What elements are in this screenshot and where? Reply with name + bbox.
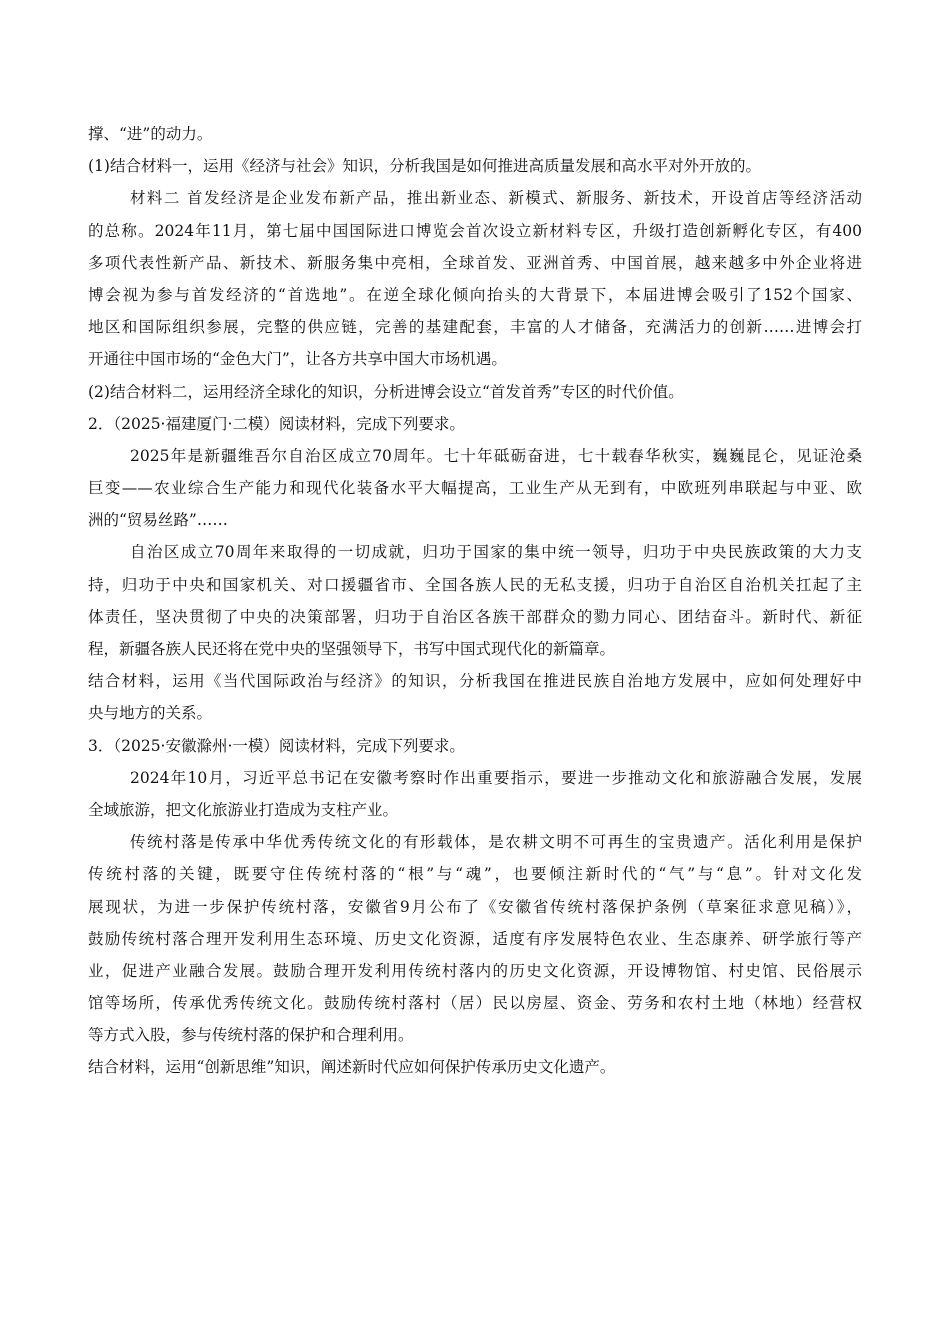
text-line: 结合材料，运用“创新思维”知识，阐述新时代应如何保护传承历史文化遗产。 [88,1058,616,1077]
text-line: 展现状，为进一步保护传统村落，安徽省9月公布了《安徽省传统村落保护条例（草案征求意见稿）》， [88,897,862,916]
text-line: 洲的“贸易丝路”…… [88,511,228,530]
text-line: 巨变——农业综合生产能力和现代化装备水平大幅提高，工业生产从无到有，中欧班列串联起与中亚、欧 [88,479,862,498]
text-line: 3．（2025·安徽滁州·一模）阅读材料，完成下列要求。 [88,736,465,755]
text-line: 2024年10月，习近平总书记在安徽考察时作出重要指示，要进一步推动文化和旅游融合发展，发展 [130,768,862,787]
text-line: 撑、“进”的动力。 [88,125,213,143]
text-line: 多项代表性新产品、新技术、新服务集中亮相，全球首发、亚洲首秀、中国首展，越来越多中外企业将进 [88,253,862,272]
text-line: 地区和国际组织参展，完整的供应链，完善的基建配套，丰富的人才储备，充满活力的创新……进博会打 [88,318,862,337]
text-line: 程，新疆各族人民还将在党中央的坚强领导下，书写中国式现代化的新篇章。 [88,640,616,658]
text-line: 传统村落的关键，既要守住传统村落的“根”与“魂”，也要倾注新时代的“气”与“息”。针对文化发 [88,865,862,884]
text-line: 业，促进产业融合发展。鼓励合理开发利用传统村落内的历史文化资源，开设博物馆、村史馆、民俗展示 [88,961,862,980]
text-line: 自治区成立70周年来取得的一切成就，归功于国家的集中统一领导，归功于中央民族政策的大力支 [130,543,862,562]
text-line: 的总称。2024年11月，第七届中国国际进口博览会首次设立新材料专区，升级打造创新孵化专区，有400 [88,221,862,240]
text-line: 2025年是新疆维吾尔自治区成立70周年。七十年砥砺奋进，七十载春华秋实，巍巍昆仑，见证沧桑 [130,446,862,465]
text-line: 全域旅游，把文化旅游业打造成为支柱产业。 [88,800,399,819]
text-line: 结合材料，运用《当代国际政治与经济》的知识，分析我国在推进民族自治地方发展中，应如何处理好中 [88,672,862,691]
text-line: 材料二 首发经济是企业发布新产品，推出新业态、新模式、新服务、新技术，开设首店等经济活动 [130,189,862,208]
text-line: (1)结合材料一，运用《经济与社会》知识，分析我国是如何推进高质量发展和高水平对外开放的。 [88,157,761,176]
text-line: 央与地方的关系。 [88,704,213,723]
text-line: 持，归功于中央和国家机关、对口援疆省市、全国各族人民的无私支援，归功于自治区自治机关扛起了主 [88,575,862,594]
text-line: (2)结合材料二，运用经济全球化的知识，分析进博会设立“首发首秀”专区的时代价值。 [88,382,684,401]
text-line: 开通往中国市场的“金色大门”，让各方共享中国大市场机遇。 [88,350,507,369]
text-line: 鼓励传统村落合理开发利用生态环境、历史文化资源，适度有序发展特色农业、生态康养、研学旅行等产 [88,929,862,948]
text-line: 体责任，坚决贯彻了中央的决策部署，归功于自治区各族干部群众的勠力同心、团结奋斗。新时代、新征 [88,607,862,626]
text-line: 博会视为参与首发经济的“首选地”。在逆全球化倾向抬头的大背景下，本届进博会吸引了152个国家、 [88,285,862,304]
document-page [88,118,862,1084]
text-line: 等方式入股，参与传统村落的保护和合理利用。 [88,1026,414,1045]
text-line: 传统村落是传承中华优秀传统文化的有形载体，是农耕文明不可再生的宝贵遗产。活化利用是保护 [130,833,862,852]
text-line: 2．（2025·福建厦门·二模）阅读材料，完成下列要求。 [88,414,465,433]
text-line: 馆等场所，传承优秀传统文化。鼓励传统村落村（居）民以房屋、资金、劳务和农村土地（林地）经营权 [88,994,862,1013]
